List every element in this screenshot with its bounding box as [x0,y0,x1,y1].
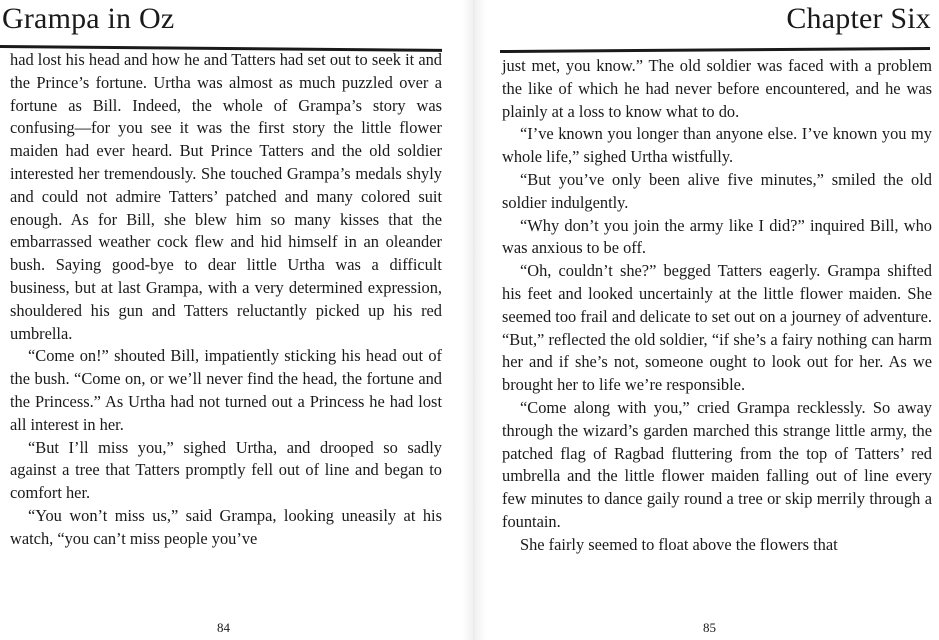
page-number: 85 [703,620,716,635]
paragraph: “Why don’t you join the army like I did?” inquired Bill, who was anxious to be off. [502,215,932,258]
paragraph: She fairly seemed to float above the flowers that [520,534,838,554]
paragraph: “Come along with you,” cried Grampa recklessly. So away through the wizard’s garden marched this strange little army, the patched flag of Ragbad fluttering from the top of Tatters’ red umbrella and the little flower maiden falling out of line every few minutes to dance gaily round a tree or skip merrily through a fountain. [502,397,932,531]
running-head-chapter: Chapter Six [786,2,931,35]
paragraph: “But you’ve only been alive five minutes,” smiled the old soldier indulgently. [502,169,932,212]
paragraph: “I’ve known you longer than anyone else. I’ve known you my whole life,” sighed Urtha wistfully. [502,124,932,167]
page-body [502,55,932,557]
paragraph: had lost his head and how he and Tatters had set out to seek it and the Prince’s fortune. Urtha was almost as much puzzled over a fortune as Bill. Indeed, the whole of Grampa’s story was confusing—for you see it was the first story the little flower maiden had ever heard. But Prince Tatters and the old soldier interested her tremendously. She touched Grampa’s medals shyly and could not admire Tatters’ patched and many colored suit enough. As for Bill, she blew him so many kisses that the embarrassed weather cock flew and hid himself in an oleander bush. Saying good-bye to dear little Urtha was a difficult business, but at last Grampa, with a very determined expression, shouldered his gun and Tatters reluctantly picked up his red umbrella. [10,50,442,343]
left-page [0,0,460,640]
page-body [10,49,442,551]
paragraph: “Oh, couldn’t she?” begged Tatters eagerly. Grampa shifted his feet and looked uncertainly at the little flower maiden. She seemed too frail and delicate to set out on a journey of adventure. “But,” reflected the old soldier, “if she’s a fairy nothing can harm her and if she’s not, someone ought to look out for her. As we brought her to life we’re responsible. [502,261,932,395]
header-rule [500,47,930,53]
paragraph: just met, you know.” The old soldier was faced with a problem the like of which he had never before encountered, and he was plainly at a loss to know what to do. [502,56,932,121]
paragraph: “Come on!” shouted Bill, impatiently sticking his head out of the bush. “Come on, or we’ll never find the head, the fortune and the Princess.” As Urtha had not turned out a Princess he had lost all interest in her. [10,346,442,434]
book-gutter [462,0,486,640]
page-number: 84 [217,620,230,635]
right-page [488,0,939,640]
paragraph: “You won’t miss us,” said Grampa, looking uneasily at his watch, “you can’t miss people you’ve [10,505,442,548]
paragraph: “But I’ll miss you,” sighed Urtha, and drooped so sadly against a tree that Tatters promptly fell out of line and began to comfort her. [10,437,442,503]
running-head-title: Grampa in Oz [2,2,175,35]
